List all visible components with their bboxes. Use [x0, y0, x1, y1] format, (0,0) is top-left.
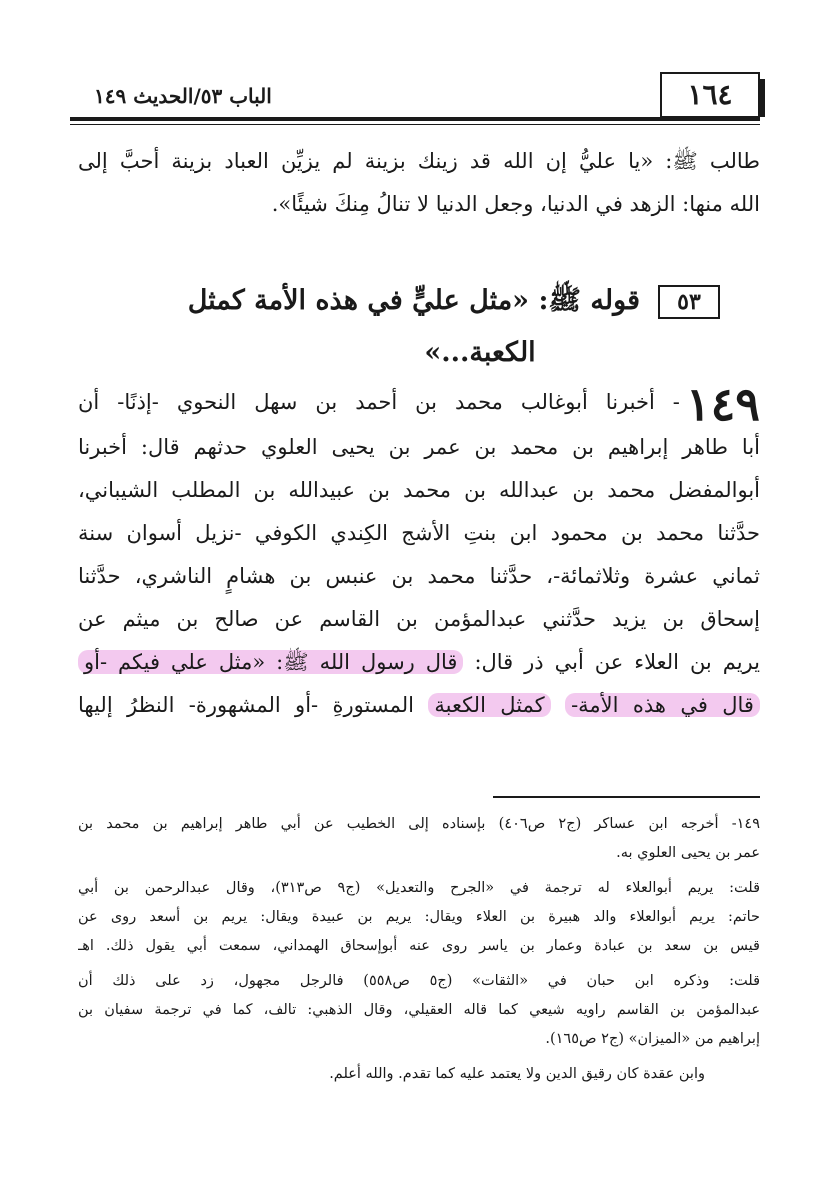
footnote-3-line-2: عبدالمؤمن بن القاسم راويه شيعي كما قاله العقيلي، وقال الذهبي: تالف، كما في ترجمة سفيان بن	[78, 1002, 760, 1018]
page-header	[70, 72, 760, 127]
footnote-4-line-1: وابن عقدة كان رقيق الدين ولا يعتمد عليه كما تقدم. والله أعلم.	[329, 1066, 705, 1082]
footnote-3-line-1: قلت: وذكره ابن حبان في «الثقات» (ج٥ ص٥٥٨) فالرجل مجهول، زد على ذلك أن	[78, 973, 760, 989]
hadith-number: ١٤٩	[685, 378, 760, 426]
header-rule-thick	[70, 117, 760, 121]
hadith-line-7-text: يريم بن العلاء عن أبي ذر قال:	[474, 650, 760, 674]
footnote-3-line-3: إبراهيم من «الميزان» (ج٢ ص١٦٥).	[545, 1031, 760, 1047]
footnote-1-line-2: عمر بن يحيى العلوي به.	[616, 845, 760, 861]
hadith-line-3: أبوالمفضل محمد بن عبدالله بن محمد بن عبيدالله بن المطلب الشيباني،	[78, 478, 760, 502]
footnote-1-line-1: ١٤٩- أخرجه ابن عساكر (ج٢ ص٤٠٦) بإسناده إلى الخطيب عن أبي طاهر إبراهيم بن محمد بن	[78, 816, 760, 832]
section-number: ٥٣	[658, 285, 720, 319]
page-number: ١٦٤	[660, 72, 760, 118]
intro-line-2: الله منها: الزهد في الدنيا، وجعل الدنيا لا تنالُ مِنكَ شيئًا».	[271, 192, 760, 216]
hadith-line-1: - أخبرنا أبوغالب محمد بن أحمد بن سهل النحوي -إذنًا- أن	[78, 390, 680, 414]
intro-paragraph	[78, 140, 760, 226]
hadith-line-6: إسحاق بن يزيد حدَّثني عبدالمؤمن بن القاسم عن صالح بن ميثم عن	[78, 607, 760, 631]
section-title-line-2: الكعبة...»	[424, 337, 536, 368]
footnote-2-line-3: قيس بن سعد بن عبادة وعمار بن ياسر روى عنه أبوإسحاق الهمداني، سمعت أبي يقول ذلك. اهـ	[78, 938, 760, 954]
footnote-2-line-1: قلت: يريم أبوالعلاء له ترجمة في «الجرح والتعديل» (ج٩ ص٣١٣)، وقال عبدالرحمن بن أبي	[78, 880, 760, 896]
highlight-kaaba: كمثل الكعبة	[428, 693, 550, 717]
intro-line-1: طالب ﷺ: «يا عليُّ إن الله قد زينك بزينة لم يزيِّن العباد بزينة أحبَّ إلى	[78, 149, 760, 173]
hadith-line-8-text: المستورةِ -أو المشهورة- النظرُ إليها	[78, 693, 414, 717]
footnote-separator	[493, 796, 760, 798]
hadith-line-5: ثماني عشرة وثلاثمائة-، حدَّثنا محمد بن عنبس بن هشامٍ الناشري، حدَّثنا	[78, 564, 760, 588]
footnotes	[78, 810, 760, 1089]
hadith-line-4: حدَّثنا محمد بن محمود ابن بنتِ الأشج الكِندي الكوفي -نزيل أسوان سنة	[78, 521, 760, 545]
highlight-quote-middle: قال في هذه الأمة-	[565, 693, 760, 717]
section-heading	[120, 275, 720, 379]
hadith-paragraph	[78, 378, 760, 727]
header-rule-thin	[70, 124, 760, 125]
highlight-quote-start: قال رسول الله ﷺ: «مثل علي فيكم -أو	[78, 650, 463, 674]
hadith-line-2: أبا طاهر إبراهيم بن محمد بن عمر بن يحيى العلوي حدثهم قال: أخبرنا	[78, 435, 760, 459]
running-title: الباب ٥٣/الحديث ١٤٩	[94, 84, 272, 108]
section-title-line-1: قوله ﷺ: «مثل عليٍّ في هذه الأمة كمثل	[187, 285, 640, 316]
footnote-2-line-2: حاتم: يريم أبوالعلاء والد هبيرة بن العلاء ويقال: يريم بن عبيدة ويقال: يريم بن أسعد روى عن	[78, 909, 760, 925]
